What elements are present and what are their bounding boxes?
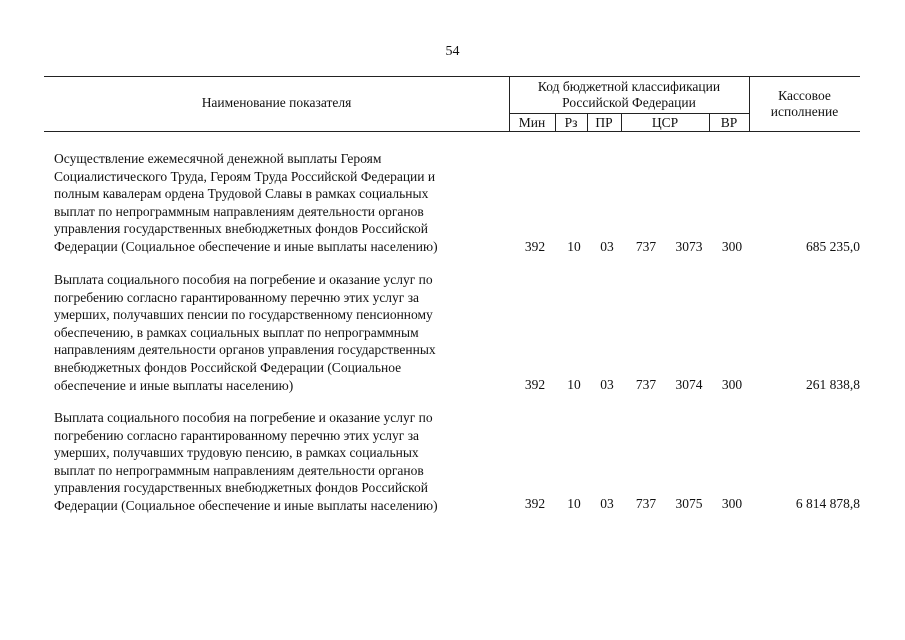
table-row <box>54 271 860 395</box>
header-name-column: Наименование показателя <box>201 95 352 110</box>
code-csr-part1: 737 <box>635 496 657 511</box>
code-vr: 300 <box>721 377 743 392</box>
code-min: 392 <box>524 377 546 392</box>
code-csr-part2: 3074 <box>675 377 703 392</box>
header-min: Мин <box>518 115 546 130</box>
row-description-line: выплат по непрограммным направлениям деятельности органов <box>54 203 424 219</box>
header-amount-line1: Кассовое <box>778 88 831 103</box>
header-pr: ПР <box>595 115 613 130</box>
row-description-line: направлениям деятельности органов управления государственных <box>54 342 436 358</box>
row-description <box>54 271 494 394</box>
table-row <box>54 150 860 256</box>
code-vr: 300 <box>721 239 743 254</box>
row-amount: 261 838,8 <box>806 377 860 392</box>
row-description-line: погребению согласно гарантированному перечню этих услуг за <box>54 427 420 443</box>
code-min: 392 <box>524 239 546 254</box>
header-code-group-line2: Российской Федерации <box>562 95 696 110</box>
header-csr: ЦСР <box>651 115 679 130</box>
code-rz: 10 <box>567 239 581 254</box>
row-description-line: внебюджетных фондов Российской Федерации (Социальное <box>54 359 402 375</box>
header-code-group-line1: Код бюджетной классификации <box>537 79 721 94</box>
header-bottom-border <box>44 131 860 132</box>
code-min: 392 <box>524 496 546 511</box>
code-rz: 10 <box>567 496 581 511</box>
row-description <box>54 409 494 515</box>
row-description-line: управления государственных внебюджетных фондов Российской <box>54 221 428 237</box>
row-description-line: Федерации (Социальное обеспечение и иные выплаты населению) <box>54 497 438 513</box>
row-description-line: выплат по непрограммным направлениям деятельности органов <box>54 462 424 478</box>
header-vr: ВР <box>720 115 738 130</box>
header-rz: Рз <box>564 115 578 130</box>
row-description-line: Федерации (Социальное обеспечение и иные выплаты населению) <box>54 238 438 254</box>
code-pr: 03 <box>600 239 614 254</box>
code-csr-part2: 3075 <box>675 496 703 511</box>
row-description <box>54 150 494 256</box>
code-rz: 10 <box>567 377 581 392</box>
row-description-line: обеспечению, в рамках социальных выплат по непрограммным <box>54 324 419 340</box>
row-amount: 6 814 878,8 <box>795 496 860 511</box>
code-csr-part2: 3073 <box>675 239 703 254</box>
row-description-line: полным кавалерам ордена Трудовой Славы в рамках социальных <box>54 186 429 202</box>
row-description-line: умерших, получавших пенсии по государственному пенсионному <box>54 307 433 323</box>
code-csr-part1: 737 <box>635 377 657 392</box>
table-header <box>44 76 860 132</box>
code-pr: 03 <box>600 496 614 511</box>
row-description-line: Выплата социального пособия на погребение и оказание услуг по <box>54 272 433 287</box>
code-group-divider <box>509 113 749 114</box>
row-description-line: Осуществление ежемесячной денежной выплаты Героям <box>54 151 382 166</box>
row-description-line: Выплата социального пособия на погребение и оказание услуг по <box>54 410 433 425</box>
code-pr: 03 <box>600 377 614 392</box>
code-vr: 300 <box>721 496 743 511</box>
row-description-line: погребению согласно гарантированному перечню этих услуг за <box>54 289 420 305</box>
row-description-line: умерших, получавших трудовую пенсию, в рамках социальных <box>54 445 419 461</box>
row-description-line: управления государственных внебюджетных фондов Российской <box>54 480 428 496</box>
row-amount: 685 235,0 <box>806 239 860 254</box>
code-csr-part1: 737 <box>635 239 657 254</box>
row-description-line: Социалистического Труда, Героям Труда Российской Федерации и <box>54 168 436 184</box>
table-row <box>54 409 860 515</box>
row-description-line: обеспечение и иные выплаты населению) <box>54 377 294 393</box>
header-amount-line2: исполнение <box>770 104 839 119</box>
header-top-border <box>44 76 860 77</box>
page-number: 54 <box>445 44 460 59</box>
